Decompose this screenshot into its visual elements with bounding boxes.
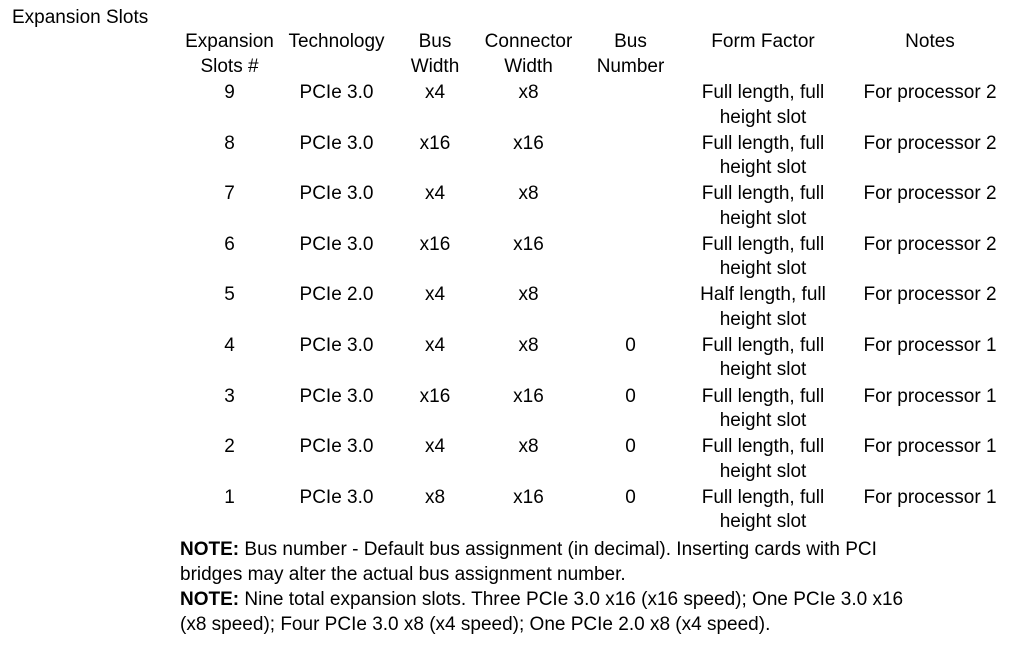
header-line: Expansion — [185, 31, 274, 52]
note-prefix: NOTE: — [180, 539, 240, 560]
cell-slot-number: 6 — [224, 233, 235, 255]
cell-bus-number — [578, 233, 683, 284]
cell-form-factor — [683, 385, 843, 436]
header-line: Technology — [288, 31, 385, 52]
expansion-slots-table — [177, 30, 1017, 536]
header-line: Slots # — [200, 55, 259, 77]
cell-form-factor — [683, 435, 843, 486]
table-row — [177, 486, 1017, 537]
cell-notes: For processor 1 — [863, 334, 997, 356]
table-row — [177, 334, 1017, 385]
form-factor-line: height slot — [719, 157, 807, 179]
header-line: Number — [596, 55, 665, 77]
note-prefix: NOTE: — [180, 589, 240, 610]
form-factor-line: height slot — [719, 460, 807, 482]
cell-notes: For processor 1 — [863, 436, 997, 458]
note-text: (x8 speed); Four PCIe 3.0 x8 (x4 speed); One PCIe 2.0 x8 (x4 speed). — [180, 614, 771, 635]
header-bus-width — [391, 30, 479, 81]
form-factor-line: Full length, full — [701, 82, 825, 103]
cell-notes: For processor 2 — [863, 82, 997, 103]
cell-form-factor — [683, 283, 843, 334]
cell-bus-width: x4 — [424, 183, 446, 205]
table-row — [177, 283, 1017, 334]
cell-bus-width: x16 — [419, 132, 451, 154]
table-row — [177, 435, 1017, 486]
cell-slot-number: 9 — [224, 82, 235, 103]
cell-notes: For processor 2 — [863, 132, 997, 154]
cell-notes: For processor 2 — [863, 233, 997, 255]
cell-connector-width: x16 — [513, 385, 544, 407]
form-factor-line: Full length, full — [701, 486, 825, 508]
cell-form-factor — [683, 334, 843, 385]
header-technology — [282, 30, 391, 81]
cell-technology: PCIe 3.0 — [299, 183, 374, 205]
form-factor-line: height slot — [719, 106, 807, 128]
cell-form-factor — [683, 233, 843, 284]
cell-bus-width: x4 — [424, 82, 446, 103]
cell-technology: PCIe 3.0 — [299, 233, 374, 255]
form-factor-line: height slot — [719, 511, 807, 533]
form-factor-line: Full length, full — [701, 132, 825, 154]
cell-bus-width: x8 — [424, 486, 446, 508]
note-bus-number — [180, 537, 1000, 587]
cell-connector-width: x8 — [518, 284, 539, 306]
cell-bus-number: 0 — [625, 334, 636, 356]
table-row — [177, 81, 1017, 132]
header-line: Width — [504, 55, 553, 77]
cell-connector-width: x8 — [518, 436, 539, 458]
cell-slot-number: 4 — [224, 334, 235, 356]
table-row — [177, 182, 1017, 233]
form-factor-line: height slot — [719, 359, 807, 381]
cell-connector-width: x8 — [518, 82, 539, 103]
cell-technology: PCIe 3.0 — [299, 132, 374, 154]
cell-bus-number — [578, 132, 683, 183]
cell-notes: For processor 2 — [863, 284, 997, 306]
cell-form-factor — [683, 486, 843, 537]
header-expansion-slots — [177, 30, 282, 81]
form-factor-line: height slot — [719, 410, 807, 432]
header-line: Width — [410, 55, 460, 77]
header-line: Bus — [418, 31, 452, 52]
header-line: Bus — [614, 31, 647, 52]
cell-bus-width: x4 — [424, 334, 446, 356]
cell-bus-number — [578, 182, 683, 233]
form-factor-line: height slot — [719, 207, 807, 229]
table-body — [177, 81, 1017, 536]
cell-bus-number — [578, 81, 683, 132]
note-text: Nine total expansion slots. Three PCIe 3.0 x16 (x16 speed); One PCIe 3.0 x16 — [244, 589, 904, 610]
form-factor-line: Full length, full — [701, 385, 825, 407]
cell-connector-width: x8 — [518, 334, 539, 356]
cell-technology: PCIe 3.0 — [299, 436, 374, 458]
cell-form-factor — [683, 182, 843, 233]
header-form-factor — [683, 30, 843, 81]
cell-bus-number: 0 — [625, 486, 636, 508]
table-row — [177, 233, 1017, 284]
cell-form-factor — [683, 81, 843, 132]
cell-bus-number: 0 — [625, 385, 636, 407]
form-factor-line: Full length, full — [701, 436, 825, 458]
form-factor-line: height slot — [719, 308, 807, 330]
note-text: bridges may alter the actual bus assignment number. — [180, 564, 626, 585]
cell-connector-width: x16 — [513, 486, 544, 508]
cell-technology: PCIe 3.0 — [299, 334, 374, 356]
cell-bus-width: x4 — [424, 436, 446, 458]
header-connector-width — [479, 30, 578, 81]
header-row — [177, 30, 1017, 81]
cell-slot-number: 1 — [224, 486, 235, 508]
cell-connector-width: x8 — [518, 183, 539, 205]
cell-technology: PCIe 3.0 — [299, 82, 374, 103]
header-notes — [843, 30, 1017, 81]
cell-slot-number: 8 — [224, 132, 235, 154]
header-bus-number — [578, 30, 683, 81]
header-line: Connector — [484, 31, 573, 52]
cell-connector-width: x16 — [513, 132, 544, 154]
note-text: Bus number - Default bus assignment (in decimal). Inserting cards with PCI — [244, 539, 877, 560]
form-factor-line: Full length, full — [701, 233, 825, 255]
cell-notes: For processor 2 — [863, 183, 997, 205]
cell-technology: PCIe 3.0 — [299, 385, 374, 407]
form-factor-line: Full length, full — [701, 183, 825, 205]
cell-form-factor — [683, 132, 843, 183]
cell-technology: PCIe 3.0 — [299, 486, 374, 508]
cell-bus-width: x16 — [419, 233, 451, 255]
cell-technology: PCIe 2.0 — [299, 284, 374, 306]
cell-slot-number: 5 — [224, 284, 235, 306]
table-row — [177, 385, 1017, 436]
cell-notes: For processor 1 — [863, 486, 997, 508]
cell-slot-number: 2 — [224, 436, 235, 458]
cell-slot-number: 7 — [224, 183, 235, 205]
cell-notes: For processor 1 — [863, 385, 997, 407]
table-row — [177, 132, 1017, 183]
header-line: Notes — [905, 31, 955, 52]
section-title: Expansion Slots — [12, 7, 149, 28]
note-total-slots — [180, 587, 1000, 637]
header-line: Form Factor — [711, 31, 815, 52]
form-factor-line: Half length, full — [700, 284, 826, 306]
table-header — [177, 30, 1017, 81]
cell-connector-width: x16 — [513, 233, 544, 255]
notes-block — [180, 537, 1000, 637]
cell-bus-width: x16 — [419, 385, 451, 407]
cell-bus-width: x4 — [424, 284, 446, 306]
form-factor-line: Full length, full — [701, 334, 825, 356]
form-factor-line: height slot — [719, 258, 807, 280]
cell-bus-number: 0 — [625, 436, 636, 458]
cell-bus-number — [578, 283, 683, 334]
cell-slot-number: 3 — [224, 385, 235, 407]
